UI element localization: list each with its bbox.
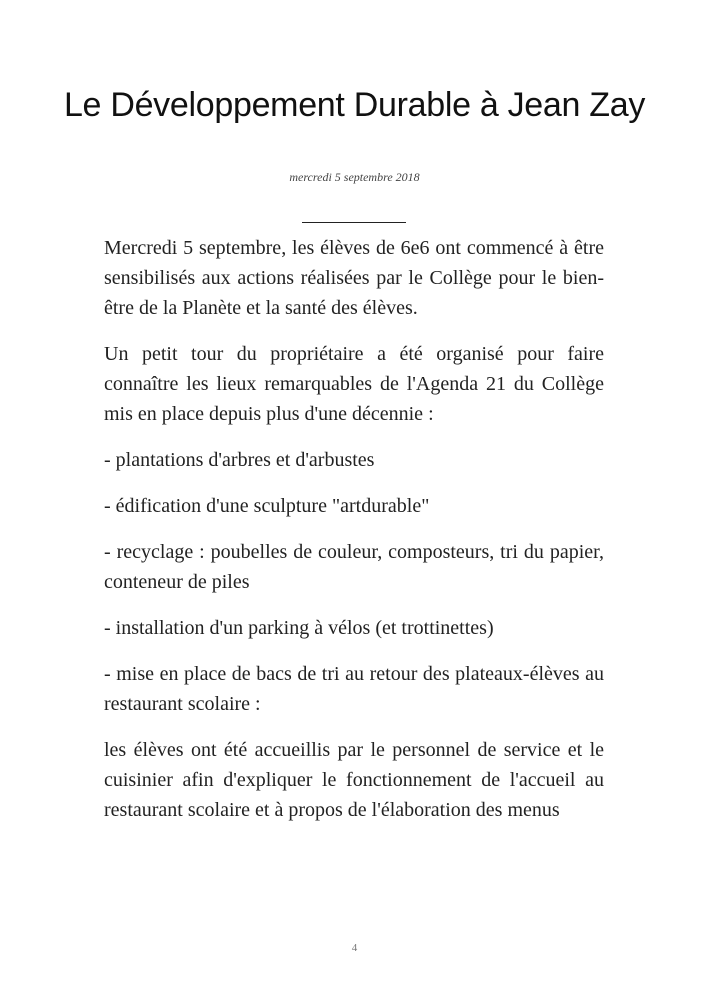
list-item-bacs-de-tri: - mise en place de bacs de tri au retour des plateaux-élèves au restaurant scolaire : <box>104 663 604 715</box>
paragraph-intro: Mercredi 5 septembre, les élèves de 6e6 ont commencé à être sensibilisés aux actions réalisées par le Collège pour le bien-être de la Planète et la santé des élèves. <box>104 237 604 319</box>
paragraph-tour: Un petit tour du propriétaire a été organisé pour faire connaître les lieux remarquables de l'Agenda 21 du Collège mis en place depuis plus d'une décennie : <box>104 343 604 425</box>
title-divider <box>302 222 406 223</box>
list-item-plantations: - plantations d'arbres et d'arbustes <box>104 449 375 471</box>
paragraph-restaurant: les élèves ont été accueillis par le personnel de service et le cuisinier afin d'expliquer le fonctionnement de l'accueil au restaurant scolaire et à propos de l'élaboration des menus <box>104 739 604 821</box>
list-item-parking: - installation d'un parking à vélos (et trottinettes) <box>104 617 494 639</box>
page-number: 4 <box>351 942 358 954</box>
article-title: Le Développement Durable à Jean Zay <box>63 86 646 124</box>
article-body <box>104 233 604 841</box>
list-item-sculpture: - édification d'une sculpture "artdurable" <box>104 495 430 517</box>
article-date: mercredi 5 septembre 2018 <box>289 170 420 184</box>
list-item-recyclage: - recyclage : poubelles de couleur, composteurs, tri du papier, conteneur de piles <box>104 541 604 593</box>
